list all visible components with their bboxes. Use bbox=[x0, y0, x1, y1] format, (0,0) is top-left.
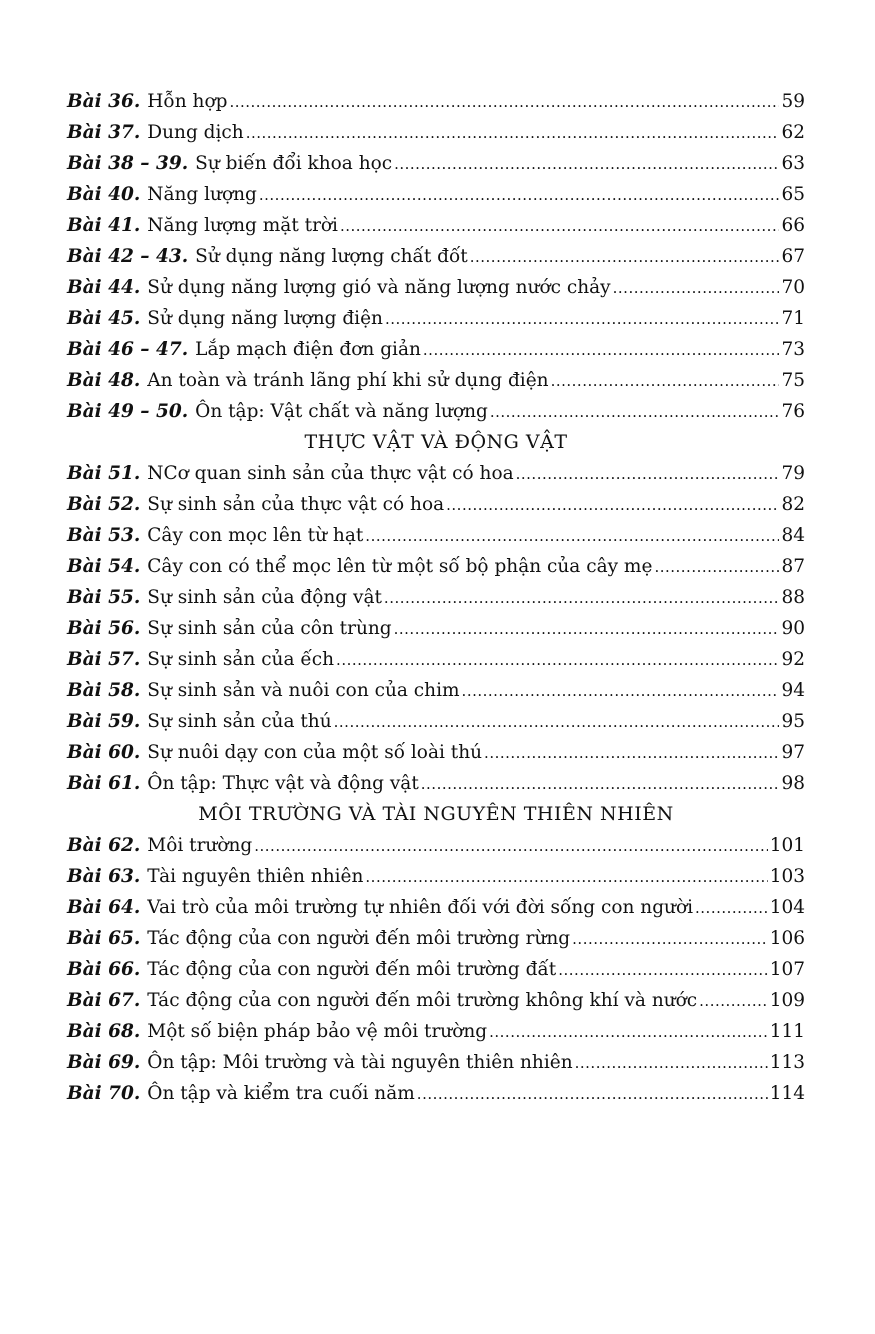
dot-leader bbox=[229, 87, 779, 118]
toc-entry bbox=[67, 179, 805, 210]
lesson-title: Sử dụng năng lượng chất đốt bbox=[195, 246, 468, 267]
dot-leader bbox=[394, 614, 780, 645]
lesson-number: Bài 44. bbox=[67, 277, 141, 298]
lesson-title: Năng lượng mặt trời bbox=[147, 215, 338, 236]
lesson-number: Bài 45. bbox=[67, 308, 141, 329]
page-number: 88 bbox=[781, 587, 805, 608]
page-number: 75 bbox=[781, 370, 805, 391]
lesson-title: Ôn tập: Môi trường và tài nguyên thiên nhiên bbox=[147, 1052, 573, 1073]
dot-leader bbox=[695, 893, 768, 924]
lesson-title: Sự biến đổi khoa học bbox=[195, 153, 393, 174]
section-heading: MÔI TRƯỜNG VÀ TÀI NGUYÊN THIÊN NHIÊN bbox=[198, 803, 674, 825]
dot-leader bbox=[558, 955, 767, 986]
toc-entry bbox=[67, 923, 805, 954]
page-number: 101 bbox=[769, 835, 805, 856]
lesson-number: Bài 55. bbox=[67, 587, 141, 608]
lesson-title: Tác động của con người đến môi trường rừng bbox=[147, 928, 571, 949]
lesson-title: Ôn tập: Vật chất và năng lượng bbox=[195, 401, 488, 422]
lesson-title: Tác động của con người đến môi trường không khí và nước bbox=[147, 990, 698, 1011]
toc-entry bbox=[67, 396, 805, 427]
lesson-number: Bài 48. bbox=[67, 370, 141, 391]
dot-leader bbox=[246, 118, 780, 149]
toc-section-plants-animals bbox=[67, 427, 805, 799]
dot-leader bbox=[654, 552, 779, 583]
dot-leader bbox=[572, 924, 768, 955]
lesson-title: Một số biện pháp bảo vệ môi trường bbox=[147, 1021, 488, 1042]
lesson-number: Bài 62. bbox=[67, 835, 141, 856]
dot-leader bbox=[365, 862, 767, 893]
dot-leader bbox=[446, 490, 779, 521]
lesson-number: Bài 52. bbox=[67, 494, 141, 515]
dot-leader bbox=[259, 180, 780, 211]
page-number: 104 bbox=[769, 897, 805, 918]
lesson-title: Sử dụng năng lượng gió và năng lượng nước chảy bbox=[147, 277, 611, 298]
lesson-number: Bài 65. bbox=[67, 928, 141, 949]
page-number: 84 bbox=[781, 525, 805, 546]
dot-leader bbox=[489, 1017, 768, 1048]
toc-entry bbox=[67, 675, 805, 706]
lesson-number: Bài 63. bbox=[67, 866, 141, 887]
lesson-number: Bài 53. bbox=[67, 525, 141, 546]
lesson-title: Môi trường bbox=[147, 835, 253, 856]
lesson-title: Cây con có thể mọc lên từ một số bộ phận của cây mẹ bbox=[147, 556, 653, 577]
page-number: 92 bbox=[781, 649, 805, 670]
dot-leader bbox=[385, 304, 779, 335]
lesson-title: Sự sinh sản của thú bbox=[147, 711, 332, 732]
dot-leader bbox=[334, 707, 780, 738]
toc-entry bbox=[67, 892, 805, 923]
page-number: 114 bbox=[769, 1083, 805, 1104]
dot-leader bbox=[575, 1048, 768, 1079]
lesson-number: Bài 38 – 39. bbox=[67, 153, 189, 174]
lesson-title: Sự sinh sản và nuôi con của chim bbox=[147, 680, 460, 701]
page-number: 76 bbox=[781, 401, 805, 422]
toc-entry bbox=[67, 86, 805, 117]
dot-leader bbox=[254, 831, 767, 862]
toc-entry bbox=[67, 551, 805, 582]
page-number: 109 bbox=[769, 990, 805, 1011]
lesson-title: Sự sinh sản của côn trùng bbox=[147, 618, 392, 639]
lesson-title: Sử dụng năng lượng điện bbox=[147, 308, 383, 329]
dot-leader bbox=[336, 645, 779, 676]
toc-entry bbox=[67, 117, 805, 148]
lesson-number: Bài 66. bbox=[67, 959, 141, 980]
dot-leader bbox=[484, 738, 779, 769]
page-number: 87 bbox=[781, 556, 805, 577]
toc-entry bbox=[67, 489, 805, 520]
toc-entry bbox=[67, 303, 805, 334]
dot-leader bbox=[394, 149, 779, 180]
lesson-number: Bài 70. bbox=[67, 1083, 141, 1104]
lesson-number: Bài 68. bbox=[67, 1021, 141, 1042]
lesson-number: Bài 69. bbox=[67, 1052, 141, 1073]
toc-entry bbox=[67, 644, 805, 675]
dot-leader bbox=[417, 1079, 768, 1110]
page-number: 94 bbox=[781, 680, 805, 701]
lesson-title: An toàn và tránh lãng phí khi sử dụng điện bbox=[147, 370, 549, 391]
lesson-title: Lắp mạch điện đơn giản bbox=[195, 339, 421, 360]
lesson-number: Bài 59. bbox=[67, 711, 141, 732]
toc-entry bbox=[67, 706, 805, 737]
toc-entry bbox=[67, 954, 805, 985]
toc-entry bbox=[67, 334, 805, 365]
toc-section-energy bbox=[67, 86, 805, 427]
dot-leader bbox=[462, 676, 780, 707]
lesson-number: Bài 42 – 43. bbox=[67, 246, 189, 267]
page-number: 79 bbox=[781, 463, 805, 484]
dot-leader bbox=[384, 583, 780, 614]
toc-entry bbox=[67, 768, 805, 799]
page-number: 59 bbox=[781, 91, 805, 112]
page-number: 62 bbox=[781, 122, 805, 143]
page-number: 95 bbox=[781, 711, 805, 732]
toc-entry bbox=[67, 737, 805, 768]
page-number: 107 bbox=[769, 959, 805, 980]
lesson-title: Sự sinh sản của ếch bbox=[147, 649, 335, 670]
dot-leader bbox=[699, 986, 768, 1017]
table-of-contents bbox=[67, 86, 805, 1109]
lesson-title: Vai trò của môi trường tự nhiên đối với đời sống con người bbox=[147, 897, 694, 918]
lesson-number: Bài 67. bbox=[67, 990, 141, 1011]
page-number: 67 bbox=[781, 246, 805, 267]
lesson-number: Bài 58. bbox=[67, 680, 141, 701]
page-number: 103 bbox=[769, 866, 805, 887]
toc-entry bbox=[67, 1016, 805, 1047]
lesson-number: Bài 49 – 50. bbox=[67, 401, 189, 422]
page-number: 98 bbox=[781, 773, 805, 794]
lesson-number: Bài 56. bbox=[67, 618, 141, 639]
lesson-number: Bài 46 – 47. bbox=[67, 339, 189, 360]
page-number: 106 bbox=[769, 928, 805, 949]
page-number: 63 bbox=[781, 153, 805, 174]
toc-entry bbox=[67, 830, 805, 861]
lesson-number: Bài 60. bbox=[67, 742, 141, 763]
toc-section-environment bbox=[67, 799, 805, 1109]
toc-entry bbox=[67, 241, 805, 272]
lesson-title: Dung dịch bbox=[147, 122, 244, 143]
page-number: 111 bbox=[769, 1021, 805, 1042]
page-number: 113 bbox=[769, 1052, 805, 1073]
toc-entry bbox=[67, 1078, 805, 1109]
toc-entry bbox=[67, 861, 805, 892]
toc-entry bbox=[67, 148, 805, 179]
page-number: 90 bbox=[781, 618, 805, 639]
lesson-number: Bài 37. bbox=[67, 122, 141, 143]
toc-entry bbox=[67, 210, 805, 241]
page-number: 71 bbox=[781, 308, 805, 329]
lesson-number: Bài 41. bbox=[67, 215, 141, 236]
lesson-number: Bài 57. bbox=[67, 649, 141, 670]
lesson-number: Bài 51. bbox=[67, 463, 141, 484]
lesson-title: Ôn tập và kiểm tra cuối năm bbox=[147, 1083, 415, 1104]
dot-leader bbox=[340, 211, 779, 242]
toc-entry bbox=[67, 272, 805, 303]
dot-leader bbox=[421, 769, 780, 800]
lesson-number: Bài 61. bbox=[67, 773, 141, 794]
section-heading: THỰC VẬT VÀ ĐỘNG VẬT bbox=[304, 431, 568, 453]
page-number: 66 bbox=[781, 215, 805, 236]
page-number: 70 bbox=[781, 277, 805, 298]
lesson-title: NCơ quan sinh sản của thực vật có hoa bbox=[147, 463, 514, 484]
dot-leader bbox=[613, 273, 780, 304]
toc-entry bbox=[67, 613, 805, 644]
lesson-number: Bài 64. bbox=[67, 897, 141, 918]
dot-leader bbox=[551, 366, 780, 397]
lesson-number: Bài 54. bbox=[67, 556, 141, 577]
toc-entry bbox=[67, 365, 805, 396]
lesson-title: Năng lượng bbox=[147, 184, 257, 205]
toc-entry bbox=[67, 520, 805, 551]
toc-entry bbox=[67, 458, 805, 489]
toc-entry bbox=[67, 1047, 805, 1078]
dot-leader bbox=[490, 397, 780, 428]
lesson-title: Tài nguyên thiên nhiên bbox=[147, 866, 364, 887]
dot-leader bbox=[423, 335, 780, 366]
toc-entry bbox=[67, 582, 805, 613]
lesson-title: Sự sinh sản của động vật bbox=[147, 587, 382, 608]
lesson-title: Cây con mọc lên từ hạt bbox=[147, 525, 364, 546]
page-number: 82 bbox=[781, 494, 805, 515]
page-number: 97 bbox=[781, 742, 805, 763]
lesson-title: Tác động của con người đến môi trường đất bbox=[147, 959, 557, 980]
dot-leader bbox=[470, 242, 780, 273]
dot-leader bbox=[365, 521, 779, 552]
page-number: 65 bbox=[781, 184, 805, 205]
lesson-title: Sự nuôi dạy con của một số loài thú bbox=[147, 742, 483, 763]
toc-entry bbox=[67, 985, 805, 1016]
page-number: 73 bbox=[781, 339, 805, 360]
lesson-title: Ôn tập: Thực vật và động vật bbox=[147, 773, 419, 794]
lesson-title: Hỗn hợp bbox=[147, 91, 228, 112]
lesson-title: Sự sinh sản của thực vật có hoa bbox=[147, 494, 445, 515]
dot-leader bbox=[516, 459, 780, 490]
lesson-number: Bài 40. bbox=[67, 184, 141, 205]
lesson-number: Bài 36. bbox=[67, 91, 141, 112]
